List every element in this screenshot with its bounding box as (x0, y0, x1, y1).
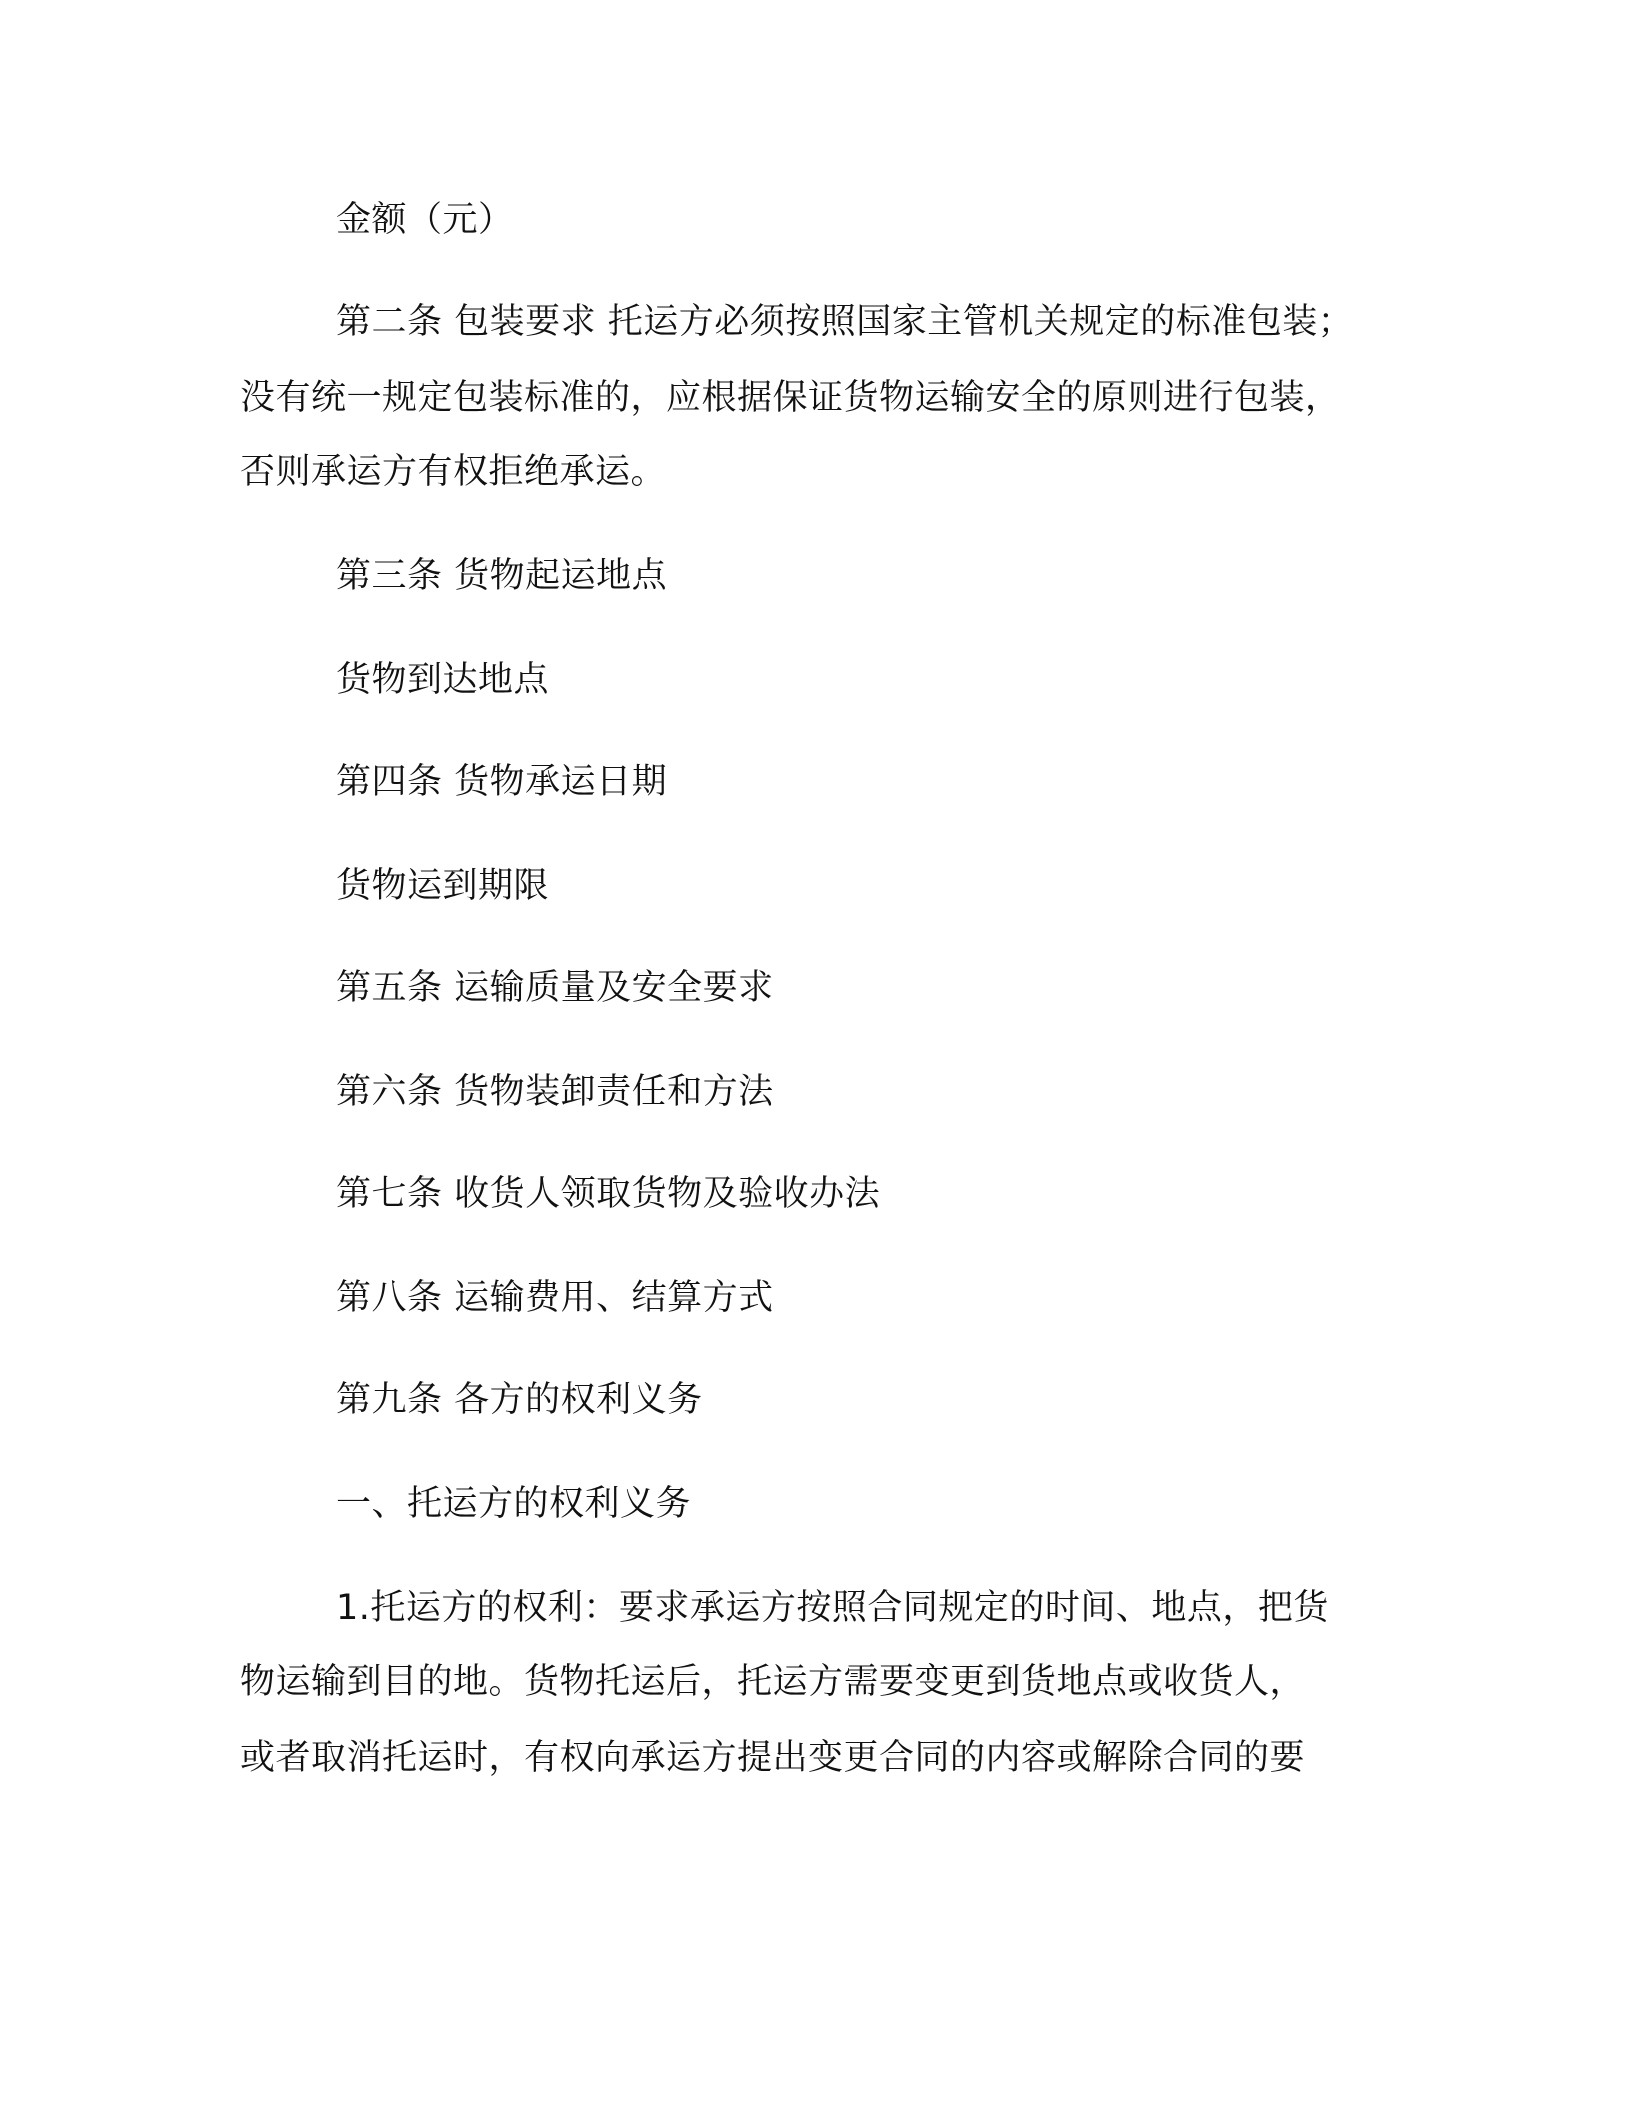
section-1-heading: 一、托运方的权利义务 (336, 1484, 692, 1524)
amount-label: 金额（元） (336, 200, 514, 240)
document-page (240, 0, 1400, 2112)
article-3: 第三条 货物起运地点 (336, 556, 668, 596)
clause-1-line-3: 或者取消托运时，有权向承运方提出变更合同的内容或解除合同的要 (240, 1738, 1306, 1778)
article-2-line-3: 否则承运方有权拒绝承运。 (240, 452, 667, 492)
clause-1-line-1: 1.托运方的权利：要求承运方按照合同规定的时间、地点，把货 (336, 1588, 1329, 1628)
article-8: 第八条 运输费用、结算方式 (336, 1278, 774, 1318)
clause-1-line-2: 物运输到目的地。货物托运后，托运方需要变更到货地点或收货人， (240, 1662, 1306, 1702)
article-7: 第七条 收货人领取货物及验收办法 (336, 1174, 881, 1214)
article-4: 第四条 货物承运日期 (336, 762, 668, 802)
article-5: 第五条 运输质量及安全要求 (336, 968, 774, 1008)
article-9: 第九条 各方的权利义务 (336, 1380, 703, 1420)
article-2-line-2: 没有统一规定包装标准的，应根据保证货物运输安全的原则进行包装， (240, 378, 1341, 418)
delivery-deadline: 货物运到期限 (336, 866, 550, 906)
arrival-place: 货物到达地点 (336, 660, 550, 700)
article-6: 第六条 货物装卸责任和方法 (336, 1072, 774, 1112)
article-2-line-1: 第二条 包装要求 托运方必须按照国家主管机关规定的标准包装； (336, 302, 1354, 342)
